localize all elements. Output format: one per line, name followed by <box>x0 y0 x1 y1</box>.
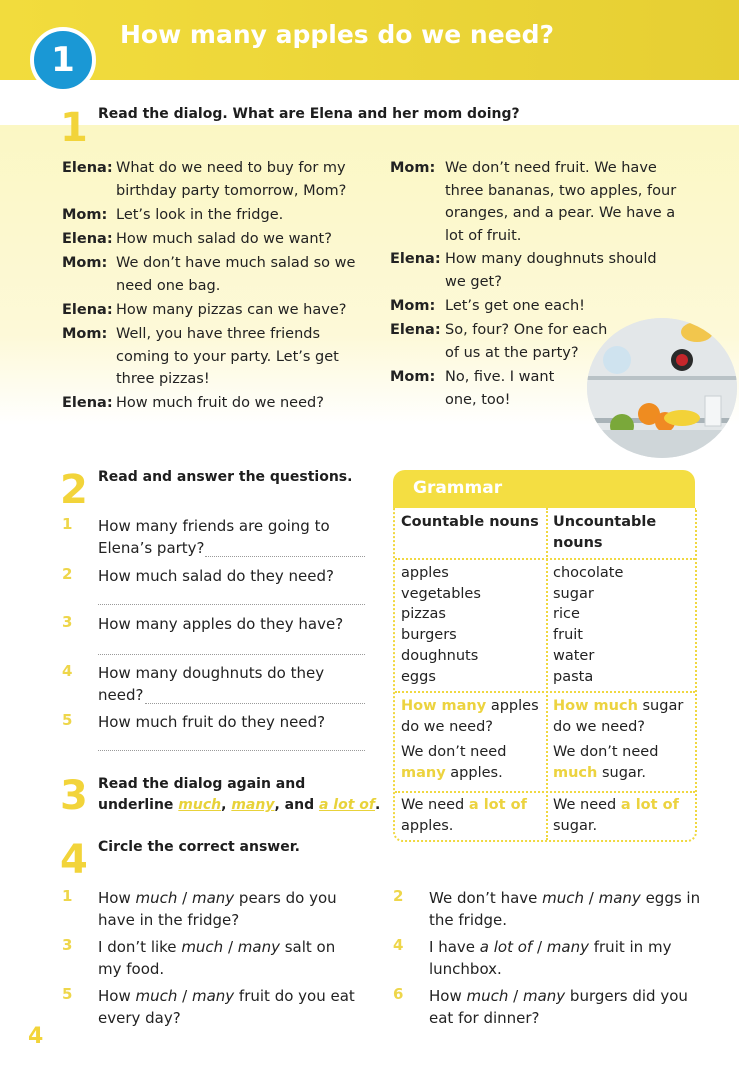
dialog-text: We don’t have much salad so we <box>116 255 356 271</box>
dialog-text: How much salad do we want? <box>116 231 332 247</box>
option[interactable]: many <box>237 938 280 956</box>
speaker-label: Elena: <box>62 302 113 318</box>
noun: sugar <box>553 585 594 602</box>
word-many: many <box>231 797 275 813</box>
question-number: 3 <box>62 613 73 631</box>
speaker-label: Elena: <box>390 322 441 338</box>
page-title: How many apples do we need? <box>120 20 555 49</box>
table-divider <box>395 558 695 560</box>
page-number: 4 <box>28 1024 44 1049</box>
exercise-1-number: 1 <box>60 105 88 151</box>
dialog-text: Let’s get one each! <box>445 298 585 314</box>
speaker-label: Elena: <box>62 231 113 247</box>
speaker-label: Mom: <box>390 298 436 314</box>
option[interactable]: many <box>598 889 641 907</box>
question-number: 5 <box>62 985 73 1003</box>
fridge-photo <box>587 318 737 458</box>
option[interactable]: much <box>135 889 178 907</box>
question-text: How many friends are going to <box>98 517 330 535</box>
dialog-text: lot of fruit. <box>445 227 522 244</box>
countable-list <box>401 563 481 687</box>
answer-line[interactable] <box>98 654 365 655</box>
option[interactable]: many <box>522 987 566 1005</box>
speaker-label: Mom: <box>390 160 436 176</box>
noun: apples <box>401 565 449 581</box>
option[interactable]: much <box>542 889 585 907</box>
exercise-3-instruction <box>98 774 380 816</box>
question-number: 4 <box>393 936 404 954</box>
exercise-2-instruction: Read and answer the questions. <box>98 469 353 485</box>
question-number: 5 <box>62 711 73 729</box>
noun: chocolate <box>553 565 624 581</box>
dialog-text: How many pizzas can we have? <box>116 302 347 318</box>
question-example-uncountable: How much sugar do we need? We don’t need much sugar. <box>553 698 684 782</box>
option[interactable]: a lot of <box>479 938 533 956</box>
dialog-text: What do we need to buy for my <box>116 160 346 176</box>
question-number: 1 <box>62 515 73 533</box>
instruction-line: underline much, many, and a lot of. <box>98 797 381 813</box>
grammar-table <box>393 508 697 842</box>
question-text: How much fruit do they need? <box>98 713 326 731</box>
noun: doughnuts <box>401 647 479 664</box>
dialog-text: coming to your party. Let’s get <box>116 348 339 365</box>
dialog-text: one, too! <box>445 391 511 408</box>
dialog-text: need one bag. <box>116 277 221 294</box>
dialog-text: of us at the party? <box>445 344 579 361</box>
noun: water <box>553 647 595 664</box>
circle-question: I don’t like much / many salt on my food. <box>98 938 336 978</box>
speaker-label: Mom: <box>62 326 108 342</box>
option[interactable]: many <box>191 987 235 1005</box>
noun: burgers <box>401 627 457 644</box>
question-number: 4 <box>62 662 73 680</box>
dialog-text: three pizzas! <box>116 371 210 387</box>
positive-example-countable: We need a lot of apples. <box>401 797 527 834</box>
noun: rice <box>553 606 580 623</box>
dialog-left-column <box>62 157 372 427</box>
circle-question: How much / many burgers did you eat for dinner? <box>429 987 688 1027</box>
exercise-4-instruction: Circle the correct answer. <box>98 839 300 855</box>
noun: eggs <box>401 668 436 685</box>
exercise-3-number: 3 <box>60 773 88 819</box>
table-divider <box>395 691 695 693</box>
word-a-lot-of: a lot of <box>318 797 375 813</box>
question-text: need? <box>98 686 144 704</box>
dialog-text: Well, you have three friends <box>116 326 321 342</box>
dialog-text: How many doughnuts should <box>445 251 657 267</box>
question-text: How many apples do they have? <box>98 615 344 633</box>
answer-line[interactable] <box>98 604 365 605</box>
answer-line[interactable] <box>205 556 365 557</box>
question-example-countable: How many apples do we need? We don’t need many apples. <box>401 698 539 782</box>
circle-question: How much / many pears do you have in the fridge? <box>98 889 337 929</box>
instruction-line: Read the dialog again and <box>98 776 306 792</box>
unit-number-badge: 1 <box>30 27 96 93</box>
grammar-box <box>393 470 695 842</box>
question-number: 3 <box>62 936 73 954</box>
noun: pasta <box>553 668 594 685</box>
circle-question: How much / many fruit do you eat every day? <box>98 987 355 1027</box>
dialog-text: So, four? One for each <box>445 322 608 338</box>
option[interactable]: many <box>191 889 235 907</box>
table-divider <box>395 791 695 793</box>
question-text: Elena’s party? <box>98 539 205 557</box>
question-number: 2 <box>62 565 73 583</box>
speaker-label: Elena: <box>390 251 441 267</box>
dialog-text: We don’t need fruit. We have <box>445 160 657 176</box>
dialog-text: three bananas, two apples, four <box>445 182 677 199</box>
grammar-title: Grammar <box>413 478 503 498</box>
option[interactable]: many <box>546 938 589 956</box>
exercise-2-number: 2 <box>60 467 88 513</box>
dialog-text: oranges, and a pear. We have a <box>445 205 676 221</box>
column-header: Countable nouns <box>401 514 539 530</box>
word-much: much <box>178 797 222 813</box>
option[interactable]: much <box>135 987 178 1005</box>
speaker-label: Elena: <box>62 395 113 411</box>
exercise-1-instruction: Read the dialog. What are Elena and her mom doing? <box>98 106 520 122</box>
question-text: How much salad do they need? <box>98 567 334 585</box>
fridge-illustration <box>587 318 737 458</box>
grammar-header <box>393 470 695 508</box>
noun: vegetables <box>401 585 481 602</box>
question-number: 2 <box>393 887 404 905</box>
speaker-label: Mom: <box>390 369 436 385</box>
noun: pizzas <box>401 606 446 623</box>
option[interactable]: much <box>466 987 509 1005</box>
positive-example-uncountable: We need a lot of sugar. <box>553 797 679 834</box>
noun: fruit <box>553 627 583 644</box>
dialog-text: birthday party tomorrow, Mom? <box>116 182 347 199</box>
dialog-text: we get? <box>445 273 502 290</box>
exercise-4-number: 4 <box>60 837 88 883</box>
circle-question: We don’t have much / many eggs in the fridge. <box>429 889 701 929</box>
column-header: Uncountable nouns <box>553 514 657 551</box>
question-number: 1 <box>62 887 73 905</box>
uncountable-list <box>553 563 623 687</box>
answer-line[interactable] <box>145 703 365 704</box>
speaker-label: Mom: <box>62 207 108 223</box>
option[interactable]: much <box>181 938 224 956</box>
dialog-text: Let’s look in the fridge. <box>116 207 284 223</box>
question-number: 6 <box>393 985 404 1003</box>
dialog-text: No, five. I want <box>445 369 555 385</box>
answer-line[interactable] <box>98 750 365 751</box>
dialog-text: How much fruit do we need? <box>116 395 324 411</box>
speaker-label: Elena: <box>62 160 113 176</box>
question-text: How many doughnuts do they <box>98 664 325 682</box>
speaker-label: Mom: <box>62 255 108 271</box>
circle-question: I have a lot of / many fruit in my lunchbox. <box>429 938 672 978</box>
